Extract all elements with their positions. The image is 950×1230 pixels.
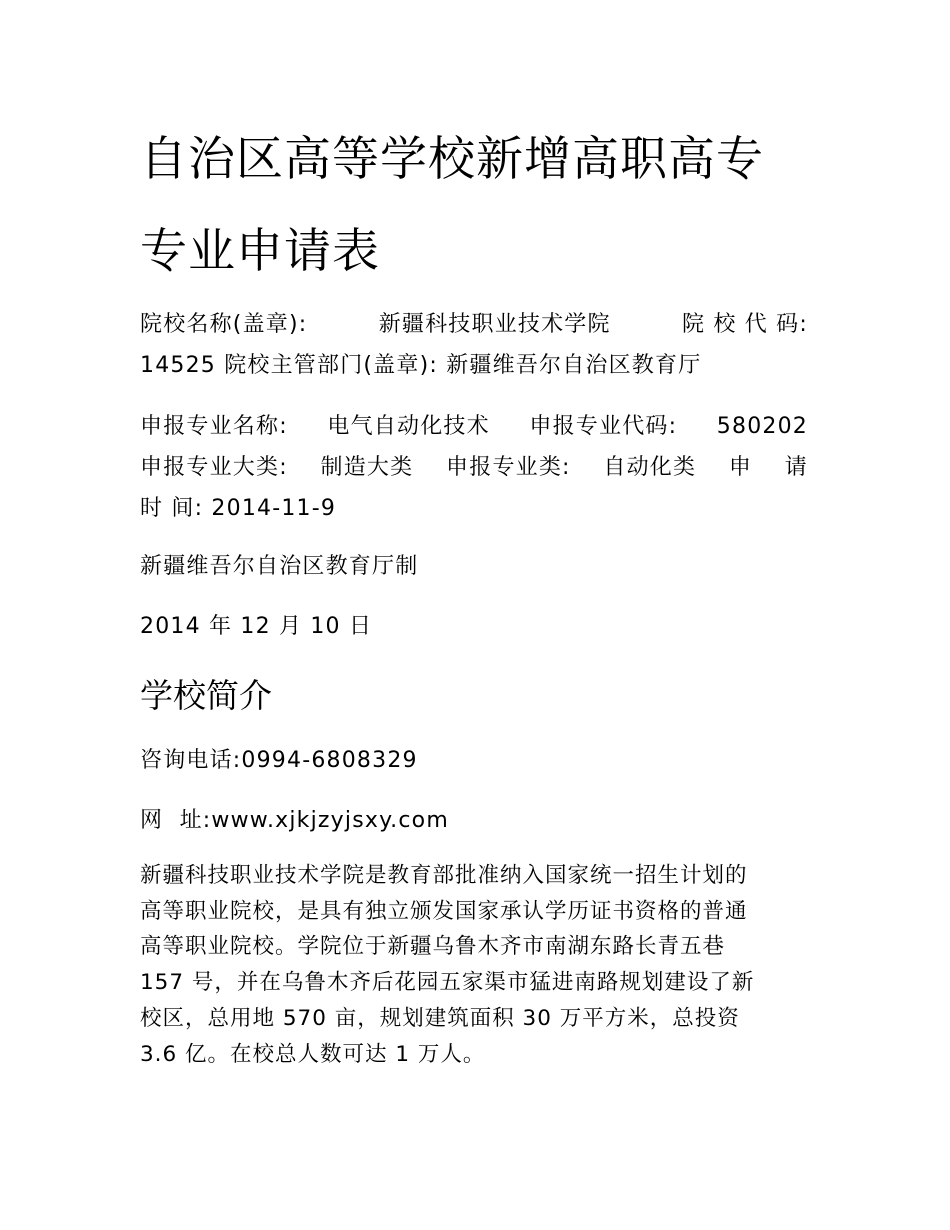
school-name-label: 院校名称(盖章): bbox=[140, 312, 308, 337]
dept-value: 新疆维吾尔自治区教育厅 bbox=[446, 353, 702, 378]
intro-heading: 学校简介 bbox=[140, 676, 272, 715]
application-line-2 bbox=[140, 447, 808, 488]
time-label-part-2: 请 bbox=[784, 455, 808, 480]
school-info-line-2 bbox=[140, 345, 808, 386]
issue-date: 2014 年 12 月 10 日 bbox=[140, 614, 373, 639]
time-label-part-1: 申 bbox=[728, 455, 753, 480]
issuer-line: 新疆维吾尔自治区教育厅制 bbox=[140, 554, 419, 579]
subcategory-label: 申报专业类: bbox=[446, 455, 571, 480]
school-name-value: 新疆科技职业技术学院 bbox=[378, 312, 611, 337]
school-code-value: 14525 bbox=[140, 353, 216, 378]
dept-label: 院校主管部门(盖章): bbox=[224, 353, 438, 378]
application-line-3 bbox=[140, 488, 808, 529]
time-value: 2014-11-9 bbox=[211, 496, 337, 521]
category-value: 制造大类 bbox=[320, 455, 414, 480]
school-info-block bbox=[140, 304, 808, 386]
document-title-line-2: 专业申请表 bbox=[140, 224, 380, 279]
paragraph-line: 157 号，并在乌鲁木齐后花园五家渠市猛进南路规划建设了新 bbox=[140, 970, 755, 996]
time-label-part-3: 时 间: bbox=[140, 496, 204, 521]
application-info-block bbox=[140, 406, 808, 529]
phone-line: 咨询电话:0994-6808329 bbox=[140, 748, 418, 773]
school-code-label: 院 校 代 码: bbox=[682, 312, 808, 337]
paragraph-line: 高等职业院校。学院位于新疆乌鲁木齐市南湖东路长青五巷 bbox=[140, 934, 726, 960]
paragraph-line: 3.6 亿。在校总人数可达 1 万人。 bbox=[140, 1041, 486, 1067]
subcategory-value: 自动化类 bbox=[603, 455, 697, 480]
application-line-1 bbox=[140, 406, 808, 447]
category-label: 申报专业大类: bbox=[140, 455, 288, 480]
website-line: 网 址:www.xjkjzyjsxy.com bbox=[140, 808, 449, 833]
document-title-line-1: 自治区高等学校新增高职高专 bbox=[140, 132, 764, 187]
major-code-label: 申报专业代码: bbox=[529, 414, 678, 439]
paragraph-line: 校区，总用地 570 亩，规划建筑面积 30 万平方米，总投资 bbox=[140, 1005, 740, 1031]
major-name-value: 电气自动化技术 bbox=[327, 414, 490, 439]
major-name-label: 申报专业名称: bbox=[140, 414, 288, 439]
intro-paragraph bbox=[140, 858, 808, 1072]
paragraph-line: 新疆科技职业技术学院是教育部批准纳入国家统一招生计划的 bbox=[140, 863, 748, 888]
major-code-value: 580202 bbox=[716, 414, 808, 439]
school-info-line-1 bbox=[140, 304, 808, 345]
paragraph-line: 高等职业院校，是具有独立颁发国家承认学历证书资格的普通 bbox=[140, 898, 748, 924]
